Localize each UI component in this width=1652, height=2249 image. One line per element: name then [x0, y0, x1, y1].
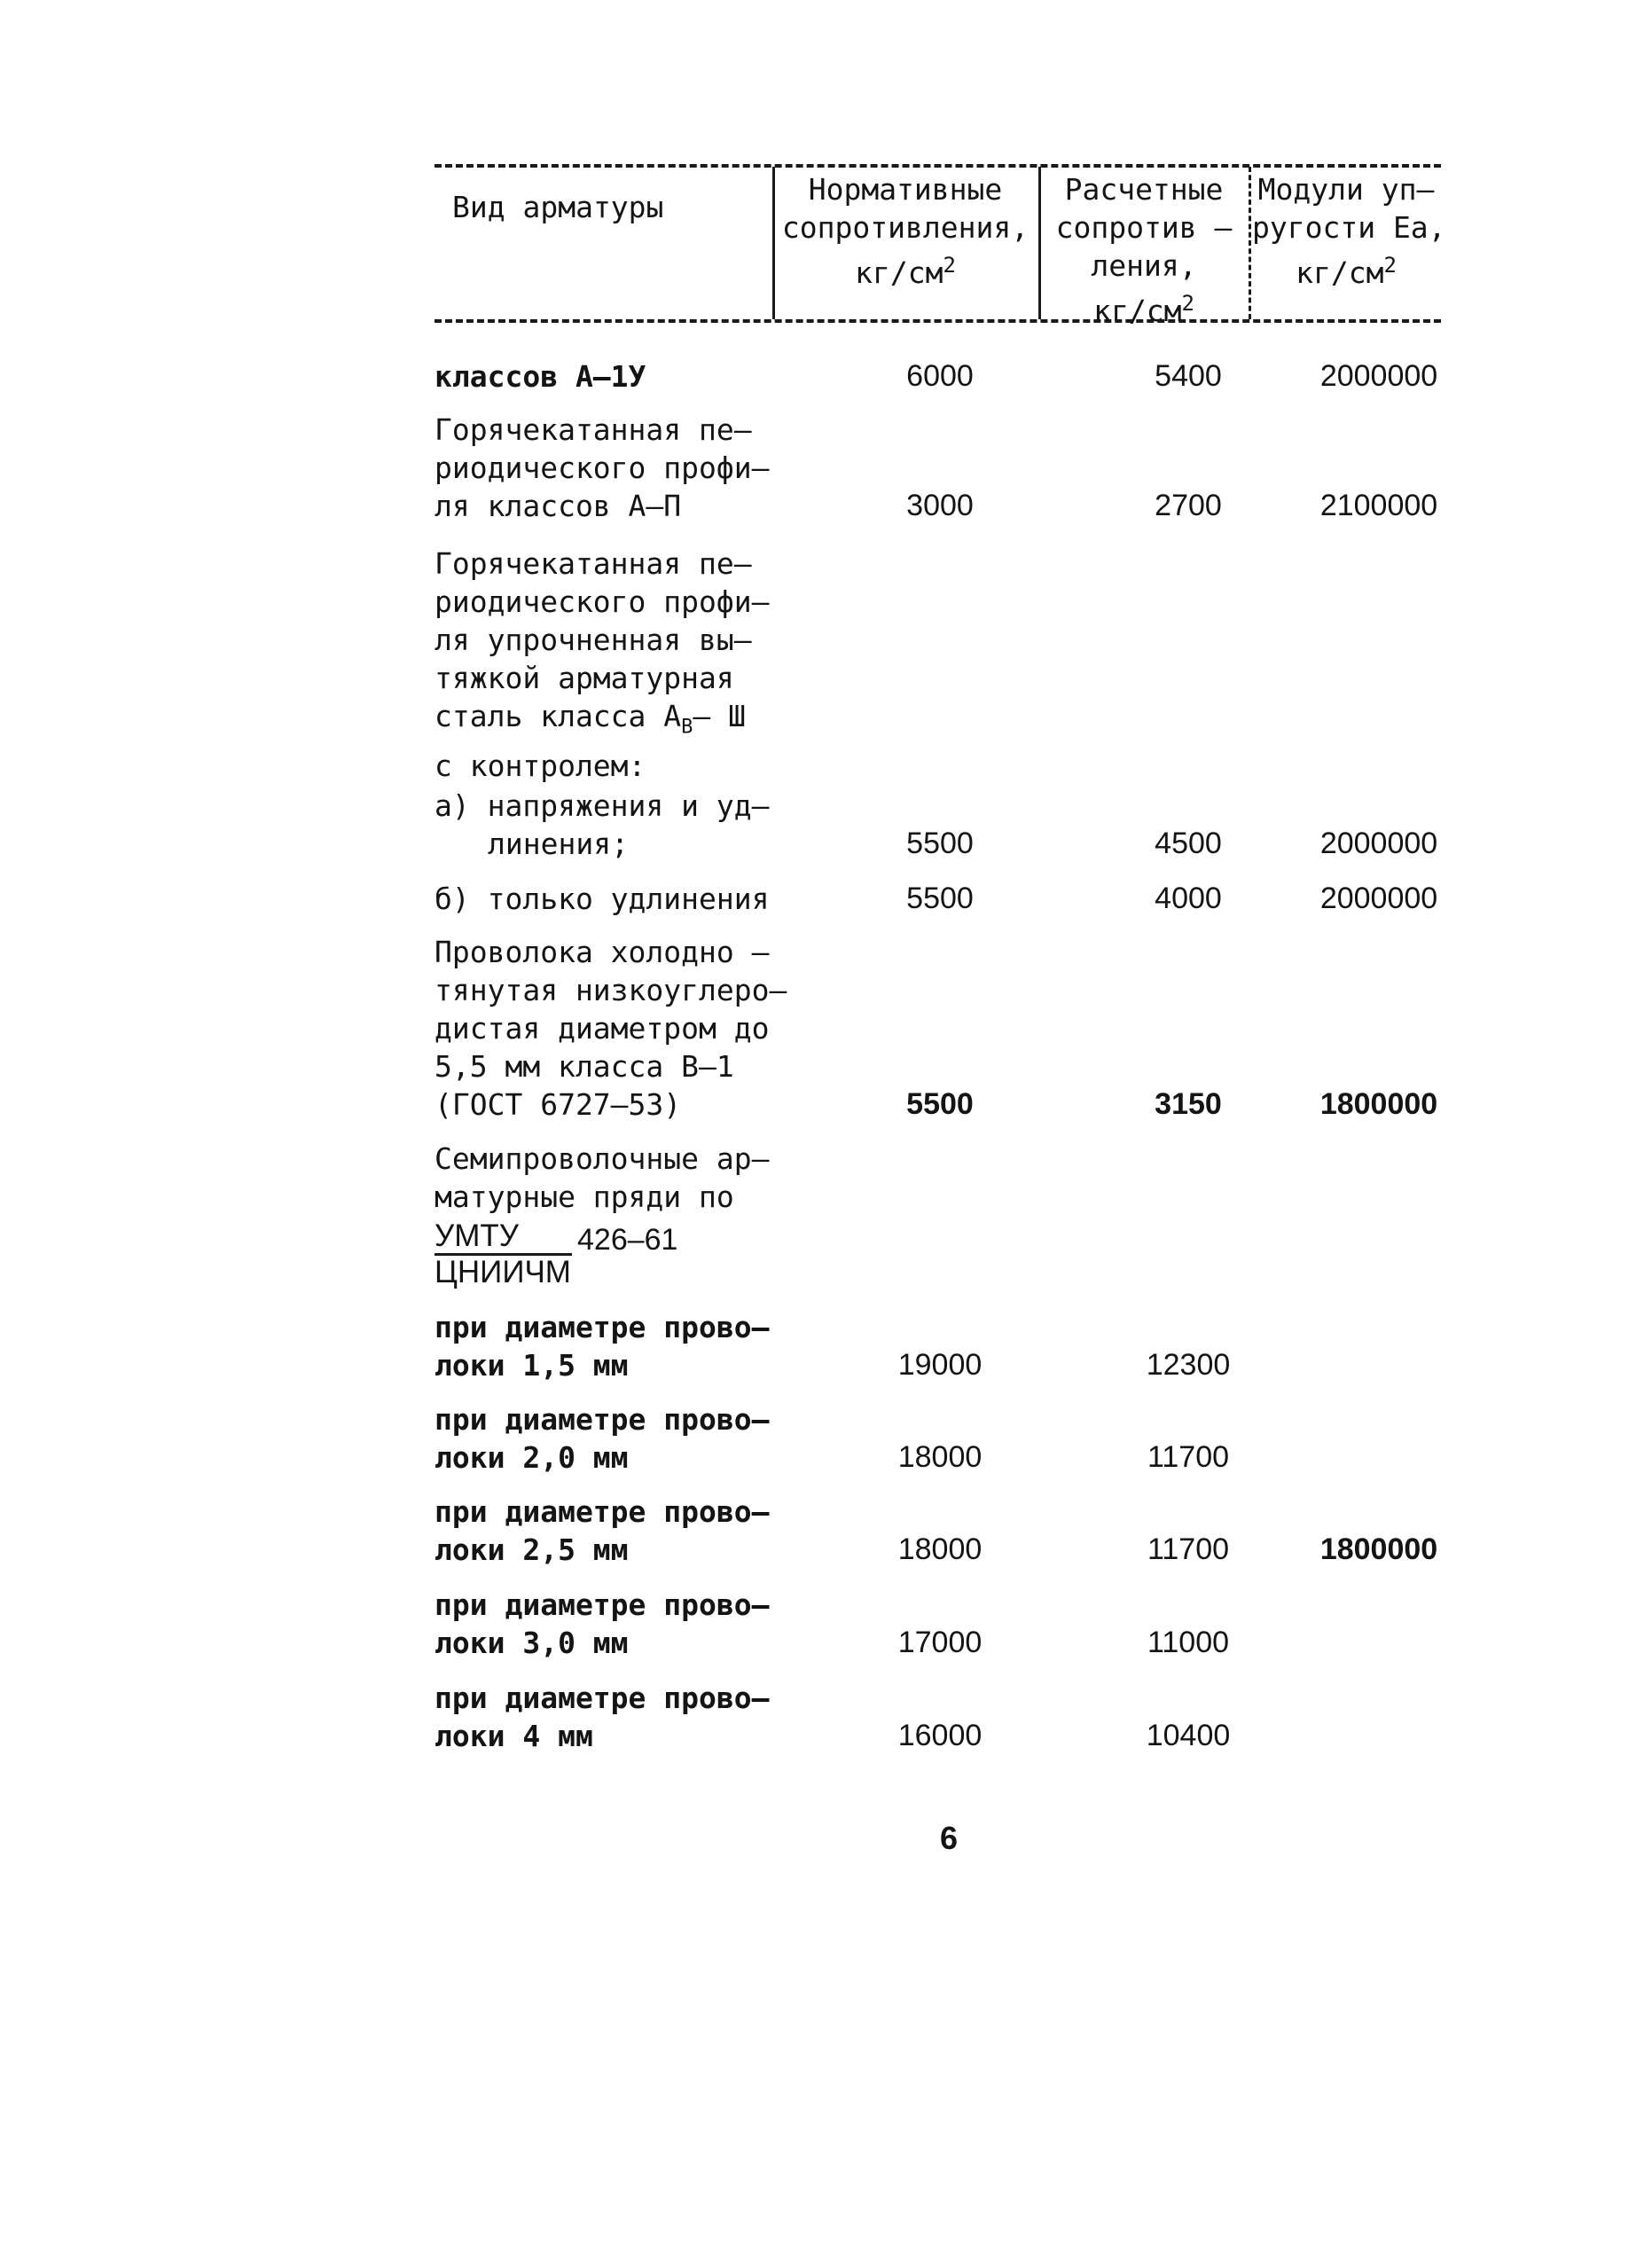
- normative-value: 18000: [897, 1440, 983, 1474]
- fraction-denominator: ЦНИИЧМ: [435, 1255, 571, 1289]
- normative-value: 19000: [897, 1348, 983, 1382]
- row-description: классов А–1У: [435, 359, 646, 394]
- row-description: риодического профи–: [435, 584, 770, 619]
- column-divider: [1249, 167, 1251, 319]
- row-description: при диаметре прово–: [435, 1402, 770, 1437]
- modulus-value: 2000000: [1319, 882, 1438, 915]
- header-design-resistance: Расчетные сопротив – ления, $кг/см^2$: [1055, 172, 1233, 328]
- design-value: 2700: [1155, 489, 1222, 522]
- row-description: при диаметре прово–: [435, 1587, 770, 1622]
- normative-value: 5500: [906, 882, 974, 915]
- table-header-bottom-rule: [435, 319, 1441, 323]
- row-description: (ГОСТ 6727–53): [435, 1087, 682, 1122]
- row-description: при диаметре прово–: [435, 1310, 770, 1344]
- normative-value: 5500: [906, 827, 974, 860]
- design-value: 3150: [1155, 1087, 1222, 1121]
- normative-value: 16000: [897, 1719, 983, 1752]
- header-elastic-modulus: Модули уп– ругости Еа, $кг/см^2$: [1252, 172, 1446, 290]
- fraction-numerator: УМТУ: [435, 1219, 572, 1256]
- row-description: линения;: [488, 827, 629, 861]
- modulus-value: 2100000: [1319, 489, 1438, 522]
- normative-value: 18000: [897, 1532, 983, 1566]
- column-divider: [772, 167, 775, 319]
- standard-reference: [435, 1219, 807, 1289]
- row-description: Семипроволочные ар–: [435, 1141, 770, 1176]
- modulus-value: 2000000: [1319, 359, 1438, 393]
- row-description: локи 2,0 мм: [435, 1440, 629, 1475]
- row-description: ля классов А–П: [435, 489, 682, 523]
- design-value: 11700: [1147, 1440, 1230, 1474]
- row-description: при диаметре прово–: [435, 1494, 770, 1529]
- design-value: 11700: [1147, 1532, 1230, 1566]
- row-description: локи 2,5 мм: [435, 1532, 629, 1567]
- standard-number: 426–61: [577, 1223, 678, 1257]
- row-description: матурные пряди по: [435, 1179, 734, 1214]
- page-number: 6: [940, 1820, 959, 1856]
- normative-value: 17000: [897, 1626, 983, 1659]
- normative-value: 5500: [906, 1087, 974, 1121]
- normative-value: 3000: [906, 489, 974, 522]
- header-rebar-type: Вид арматуры: [452, 190, 664, 224]
- design-value: 4500: [1155, 827, 1222, 860]
- row-description: дистая диаметром до: [435, 1011, 770, 1046]
- row-description: при диаметре прово–: [435, 1681, 770, 1715]
- row-description: тяжкой арматурная: [435, 661, 734, 695]
- modulus-value: 1800000: [1319, 1532, 1438, 1566]
- column-divider: [1038, 167, 1041, 319]
- row-description: б) только удлинения: [435, 882, 770, 916]
- row-description: Горячекатанная пе–: [435, 412, 752, 447]
- design-value: 10400: [1146, 1719, 1231, 1752]
- header-normative-resistance: Нормативные сопротивления, $кг/см^2$: [781, 172, 1030, 290]
- row-description: тянутая низкоуглеро–: [435, 973, 787, 1007]
- row-description: а) напряжения и уд–: [435, 788, 770, 823]
- row-description: риодического профи–: [435, 451, 770, 485]
- row-description: ля упрочненная вы–: [435, 623, 752, 657]
- row-description: Горячекатанная пе–: [435, 546, 752, 581]
- design-value: 12300: [1146, 1348, 1231, 1382]
- design-value: 4000: [1155, 882, 1222, 915]
- row-description: локи 3,0 мм: [435, 1626, 629, 1660]
- row-description: локи 4 мм: [435, 1719, 593, 1753]
- modulus-value: 2000000: [1319, 827, 1438, 860]
- row-description: 5,5 мм класса В–1: [435, 1049, 734, 1084]
- row-description: Проволока холодно –: [435, 935, 770, 969]
- row-description: сталь класса $А_В-$ Ш: [435, 699, 747, 739]
- table-top-rule: [435, 164, 1441, 168]
- design-value: 11000: [1147, 1626, 1230, 1659]
- row-description: локи 1,5 мм: [435, 1348, 629, 1383]
- modulus-value: 1800000: [1319, 1087, 1438, 1121]
- design-value: 5400: [1155, 359, 1222, 393]
- row-description: с контролем:: [435, 748, 646, 783]
- normative-value: 6000: [906, 359, 974, 393]
